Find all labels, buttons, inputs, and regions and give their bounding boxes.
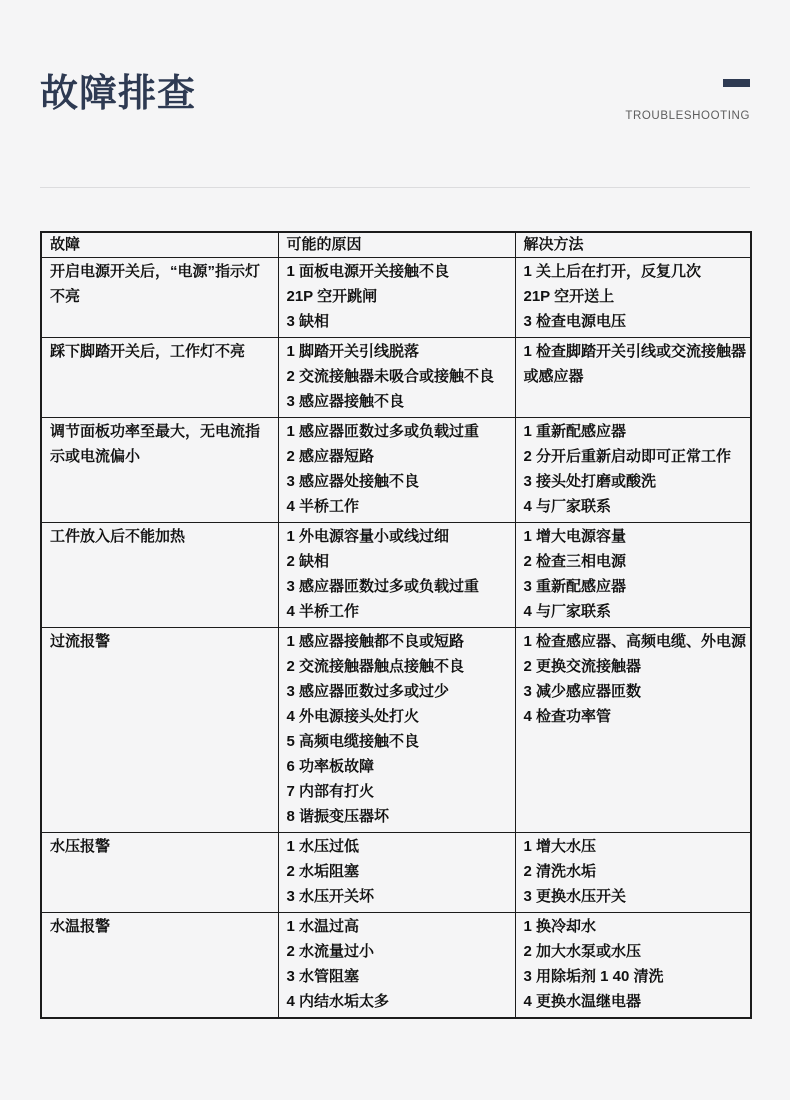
fault-cell: [41, 833, 278, 913]
table-row: [41, 628, 751, 833]
causes-cell: [278, 833, 515, 913]
solutions-cell: [515, 833, 751, 913]
cause-line: 1 外电源容量小或线过细: [286, 528, 450, 545]
page-title: 故障排查: [40, 73, 197, 115]
table-row: [41, 258, 751, 338]
fault-text: 踩下脚踏开关后，工作灯不亮: [50, 343, 246, 360]
fault-cell: [41, 338, 278, 418]
solution-line: 3 检查电源电压: [523, 313, 627, 330]
cause-line: 2 水垢阻塞: [286, 863, 360, 880]
cause-line: 4 半桥工作: [286, 498, 360, 515]
cause-line: 2 交流接触器触点接触不良: [286, 658, 465, 675]
cause-line: 3 感应器接触不良: [286, 393, 405, 410]
solution-line: 2 加大水泵或水压: [523, 943, 642, 960]
cause-line: 4 外电源接头处打火: [286, 708, 420, 725]
solution-line: 3 减少感应器匝数: [523, 683, 642, 700]
cause-line: 1 面板电源开关接触不良: [286, 263, 450, 280]
fault-text: 过流报警: [50, 633, 111, 650]
fault-text: 开启电源开关后，“电源”指示灯不亮: [50, 263, 261, 305]
page-subtitle: TROUBLESHOOTING: [625, 110, 750, 122]
cause-line: 5 高频电缆接触不良: [286, 733, 420, 750]
cause-line: 3 缺相: [286, 313, 330, 330]
header-right-block: [625, 72, 750, 123]
causes-cell: [278, 523, 515, 628]
solution-line: 21P 空开送上: [523, 288, 615, 305]
table-row: [41, 418, 751, 523]
troubleshooting-table: [40, 231, 752, 1019]
table-header-solutions: 解决方法: [515, 232, 751, 258]
solutions-cell: [515, 628, 751, 833]
cause-line: 2 感应器短路: [286, 448, 375, 465]
table-body: [41, 258, 751, 1019]
section-divider: [40, 187, 750, 188]
solutions-cell: [515, 913, 751, 1019]
cause-line: 1 水压过低: [286, 838, 360, 855]
solution-line: 1 检查感应器、高频电缆、外电源: [523, 633, 747, 650]
cause-line: 3 感应器匝数过多或负载过重: [286, 578, 480, 595]
solutions-cell: [515, 258, 751, 338]
solutions-cell: [515, 338, 751, 418]
fault-text: 水温报警: [50, 918, 111, 935]
table-row: [41, 913, 751, 1019]
solution-line: 3 重新配感应器: [523, 578, 627, 595]
accent-dash-icon: [723, 79, 750, 87]
cause-line: 7 内部有打火: [286, 783, 375, 800]
table-header-causes: 可能的原因: [278, 232, 515, 258]
table-header-row: [41, 232, 751, 258]
solution-line: 1 增大电源容量: [523, 528, 627, 545]
cause-line: 6 功率板故障: [286, 758, 375, 775]
page-header: [40, 0, 750, 123]
solution-line: 3 接头处打磨或酸洗: [523, 473, 657, 490]
solution-line: 4 与厂家联系: [523, 603, 612, 620]
causes-cell: [278, 338, 515, 418]
solution-line: 1 换冷却水: [523, 918, 597, 935]
cause-line: 1 感应器接触都不良或短路: [286, 633, 465, 650]
solution-line: 3 更换水压开关: [523, 888, 627, 905]
fault-cell: [41, 418, 278, 523]
solutions-cell: [515, 418, 751, 523]
cause-line: 1 脚踏开关引线脱落: [286, 343, 420, 360]
cause-line: 3 水管阻塞: [286, 968, 360, 985]
solution-line: 4 检查功率管: [523, 708, 612, 725]
solution-line: 1 检查脚踏开关引线或交流接触器或感应器: [523, 343, 747, 385]
cause-line: 4 半桥工作: [286, 603, 360, 620]
cause-line: 3 感应器匝数过多或过少: [286, 683, 450, 700]
cause-line: 2 水流量过小: [286, 943, 375, 960]
table-header-fault: 故障: [41, 232, 278, 258]
cause-line: 3 感应器处接触不良: [286, 473, 420, 490]
fault-cell: [41, 258, 278, 338]
cause-line: 2 缺相: [286, 553, 330, 570]
fault-cell: [41, 628, 278, 833]
cause-line: 2 交流接触器未吸合或接触不良: [286, 368, 495, 385]
fault-cell: [41, 523, 278, 628]
solution-line: 4 与厂家联系: [523, 498, 612, 515]
fault-cell: [41, 913, 278, 1019]
cause-line: 21P 空开跳闸: [286, 288, 378, 305]
solution-line: 3 用除垢剂 1 40 清洗: [523, 968, 664, 985]
fault-text: 调节面板功率至最大，无电流指示或电流偏小: [50, 423, 261, 465]
solution-line: 2 检查三相电源: [523, 553, 627, 570]
causes-cell: [278, 913, 515, 1019]
solution-line: 1 关上后在打开，反复几次: [523, 263, 702, 280]
cause-line: 8 谐振变压器坏: [286, 808, 390, 825]
fault-text: 工件放入后不能加热: [50, 528, 186, 545]
cause-line: 1 感应器匝数过多或负载过重: [286, 423, 480, 440]
solutions-cell: [515, 523, 751, 628]
solution-line: 4 更换水温继电器: [523, 993, 642, 1010]
table-row: [41, 523, 751, 628]
cause-line: 1 水温过高: [286, 918, 360, 935]
solution-line: 2 分开后重新启动即可正常工作: [523, 448, 732, 465]
solution-line: 2 清洗水垢: [523, 863, 597, 880]
solution-line: 1 增大水压: [523, 838, 597, 855]
causes-cell: [278, 258, 515, 338]
table-row: [41, 833, 751, 913]
cause-line: 3 水压开关坏: [286, 888, 375, 905]
causes-cell: [278, 628, 515, 833]
solution-line: 2 更换交流接触器: [523, 658, 642, 675]
table-row: [41, 338, 751, 418]
solution-line: 1 重新配感应器: [523, 423, 627, 440]
causes-cell: [278, 418, 515, 523]
fault-text: 水压报警: [50, 838, 111, 855]
cause-line: 4 内结水垢太多: [286, 993, 390, 1010]
